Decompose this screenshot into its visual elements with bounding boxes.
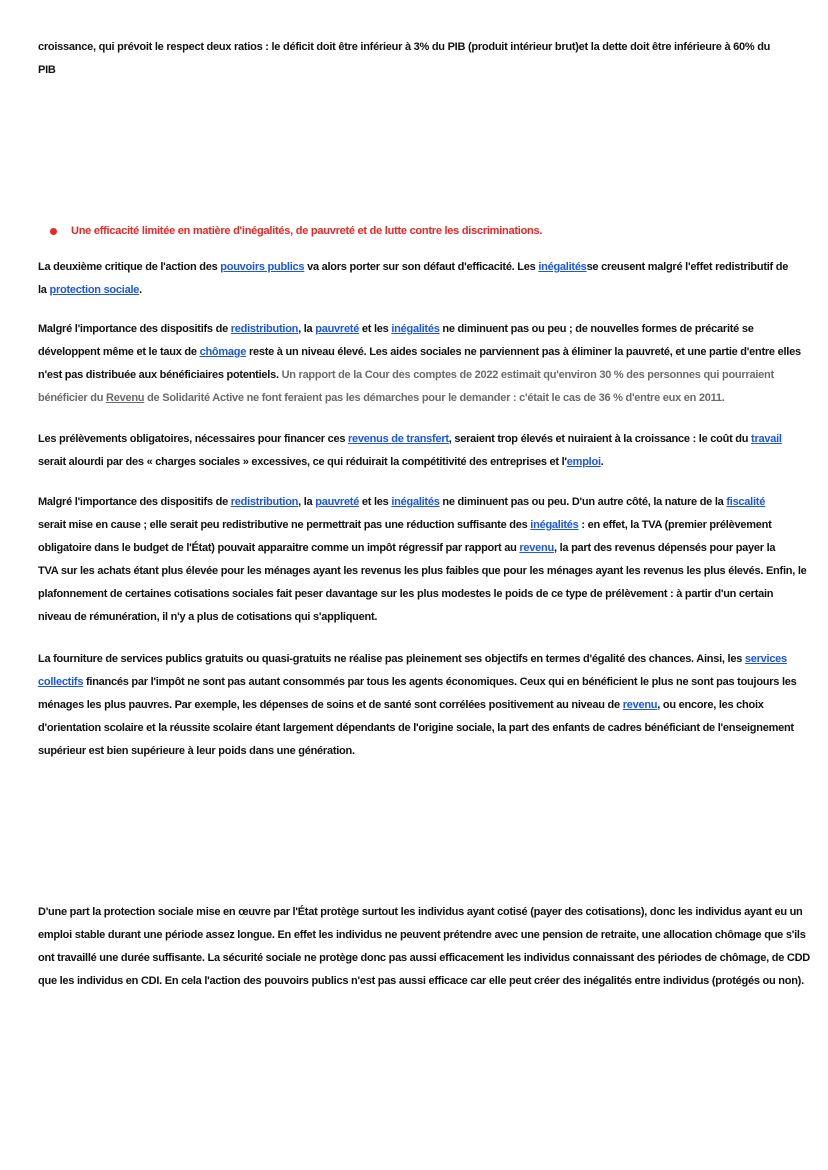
term-link[interactable]: redistribution	[230, 496, 299, 508]
text-segment: : en effet, la TVA (premier prélèvement	[578, 519, 772, 531]
text-line	[38, 740, 798, 763]
term-link[interactable]: pouvoirs publics	[220, 261, 305, 273]
term-link[interactable]: fiscalité	[726, 496, 766, 508]
text-line	[38, 256, 798, 279]
term-link[interactable]: inégalités	[530, 519, 579, 531]
text-line	[38, 901, 803, 924]
text-line	[38, 279, 798, 302]
paragraph-taxation	[38, 491, 807, 629]
text-line	[38, 970, 804, 993]
text-segment: bénéficier du	[38, 392, 107, 404]
text-segment: financés par l'impôt ne sont pas autant consommés par tous les agents économiques. Ceux qui en bénéficient le plus ne sont pas toujours les	[83, 676, 797, 688]
term-link[interactable]: inégalités	[391, 323, 440, 335]
text-segment: supérieur est bien supérieure à leur poids dans une génération.	[38, 745, 355, 757]
text-segment: se creusent malgré l'effet redistributif de	[586, 261, 789, 273]
paragraph-levies	[38, 428, 798, 474]
text-segment: ménages les plus pauvres. Par exemple, les dépenses de soins et de santé sont corrélées positivement au niveau de	[38, 699, 623, 711]
text-segment: développent même et le taux de	[38, 346, 200, 358]
text-segment: et les	[359, 323, 392, 335]
text-line	[38, 36, 798, 59]
paragraph-public-services	[38, 648, 798, 763]
text-line	[38, 451, 798, 474]
text-segment: de Solidarité Active ne font feraient pas les démarches pour le demander : c'était le cas de 36 % d'entre eux en 2011.	[144, 392, 725, 404]
bullet-dot-icon	[50, 228, 57, 235]
paragraph-poverty	[38, 318, 801, 410]
text-segment: reste à un niveau élevé. Les aides sociales ne parviennent pas à éliminer la pauvreté, et une partie d'entre elles	[246, 346, 801, 358]
text-segment: ne diminuent pas ou peu ; de nouvelles formes de précarité se	[439, 323, 754, 335]
text-segment: ont travaillé une durée suffisante. La sécurité sociale ne protège donc pas aussi efficacement les individus connaissant des périodes de chômage, de CDD	[38, 952, 810, 964]
text-line	[38, 341, 801, 364]
text-segment: emploi stable durant une période assez longue. En effet les individus ne peuvent prétendre avec une pension de retraite, une allocation chômage que s'ils	[38, 929, 806, 941]
text-segment: Un rapport de la Cour des comptes de 2022 estimait qu'environ 30 % des personnes qui pourraient	[281, 369, 774, 381]
section-heading	[50, 220, 542, 243]
text-segment: n'est pas distribuée aux bénéficiaires potentiels.	[38, 369, 282, 381]
text-segment: la	[38, 284, 50, 296]
text-segment: plafonnement de certaines cotisations sociales fait peser davantage sur les plus modestes le poids de ce type de prélèvement : à partir d'un certain	[38, 588, 774, 600]
text-line	[38, 648, 798, 671]
term-link[interactable]: travail	[751, 433, 782, 445]
text-line	[38, 560, 807, 583]
text-line	[38, 717, 798, 740]
text-line	[38, 364, 798, 387]
text-line	[38, 537, 798, 560]
text-line	[38, 924, 806, 947]
term-link[interactable]: inégalités	[538, 261, 587, 273]
text-line	[38, 491, 798, 514]
term-link[interactable]: emploi	[566, 456, 601, 468]
term-link[interactable]: revenu	[622, 699, 658, 711]
text-segment: TVA sur les achats étant plus élevée pour les ménages ayant les revenus les plus faibles que pour les ménages ayant les revenus les plus élevés. Enfin, le	[38, 565, 807, 577]
section-heading-text: Une efficacité limitée en matière d'inégalités, de pauvreté et de lutte contre les discriminations.	[71, 225, 543, 237]
text-line	[38, 606, 798, 629]
text-segment: croissance, qui prévoit le respect deux ratios : le déficit doit être inférieur à 3% du PIB (produit intérieur brut)et la dette doit être inférieure à 60% du	[38, 41, 771, 53]
text-segment: obligatoire dans le budget de l'État) pouvait apparaitre comme un impôt régressif par rapport au	[38, 542, 520, 554]
text-segment: , la	[298, 323, 316, 335]
term-link[interactable]: revenu	[519, 542, 554, 554]
term-link[interactable]: services	[744, 653, 787, 665]
text-segment: serait alourdi par des « charges sociales » excessives, ce qui réduirait la compétitivité des entreprises et l'	[38, 456, 567, 468]
text-line	[38, 428, 798, 451]
term-link[interactable]: revenus de transfert	[348, 433, 449, 445]
text-segment: , la	[298, 496, 316, 508]
text-segment: .	[139, 284, 142, 296]
text-segment: , seraient trop élevés et nuiraient à la croissance : le coût du	[448, 433, 752, 445]
paragraph-stability-pact	[38, 36, 798, 82]
text-segment: d'orientation scolaire et la réussite scolaire étant largement dépendants de l'origine sociale, la part des enfants de cadres bénéficiant de l'enseignement	[38, 722, 794, 734]
text-segment: La deuxième critique de l'action des	[38, 261, 221, 273]
paragraph-social-protection	[38, 901, 810, 993]
text-segment: La fourniture de services publics gratuits ou quasi-gratuits ne réalise pas pleinement ses objectifs en termes d'égalité des chances. Ainsi, les	[38, 653, 745, 665]
term-link[interactable]: chômage	[199, 346, 247, 358]
term-link[interactable]: pauvreté	[315, 323, 360, 335]
text-segment: ne diminuent pas ou peu. D'un autre côté, la nature de la	[439, 496, 727, 508]
text-segment: et les	[359, 496, 392, 508]
text-segment: serait mise en cause ; elle serait peu redistributive ne permettrait pas une réduction suffisante des	[38, 519, 531, 531]
text-line	[38, 387, 798, 410]
text-segment: D'une part la protection sociale mise en œuvre par l'État protège surtout les individus ayant cotisé (payer des cotisations), donc les individus ayant eu un	[38, 906, 803, 918]
text-line	[38, 514, 798, 537]
term-link[interactable]: Revenu	[106, 392, 145, 404]
term-link[interactable]: protection sociale	[49, 284, 140, 296]
text-segment: .	[600, 456, 604, 468]
text-line	[38, 947, 810, 970]
text-line	[38, 318, 798, 341]
text-segment: niveau de rémunération, il n'y a plus de cotisations qui s'appliquent.	[38, 611, 378, 623]
term-link[interactable]: pauvreté	[315, 496, 360, 508]
term-link[interactable]: redistribution	[230, 323, 299, 335]
text-segment: , ou encore, les choix	[657, 699, 764, 711]
text-segment: va alors porter sur son défaut d'efficacité. Les	[304, 261, 539, 273]
text-segment: Malgré l'importance des dispositifs de	[38, 496, 231, 508]
text-line	[38, 694, 798, 717]
text-segment: , la part des revenus dépensés pour payer la	[553, 542, 776, 554]
text-segment: que les individus en CDI. En cela l'action des pouvoirs publics n'est pas aussi efficace car elle peut créer des inégalités entre individus (protégés ou non).	[38, 975, 804, 987]
text-segment: Les prélèvements obligatoires, nécessaires pour financer ces	[38, 433, 349, 445]
text-line	[38, 583, 798, 606]
text-line	[38, 671, 798, 694]
text-segment: PIB	[38, 64, 56, 76]
paragraph-critique	[38, 256, 798, 302]
text-line	[38, 59, 798, 82]
text-segment: Malgré l'importance des dispositifs de	[38, 323, 231, 335]
term-link[interactable]: collectifs	[38, 676, 84, 688]
term-link[interactable]: inégalités	[391, 496, 440, 508]
